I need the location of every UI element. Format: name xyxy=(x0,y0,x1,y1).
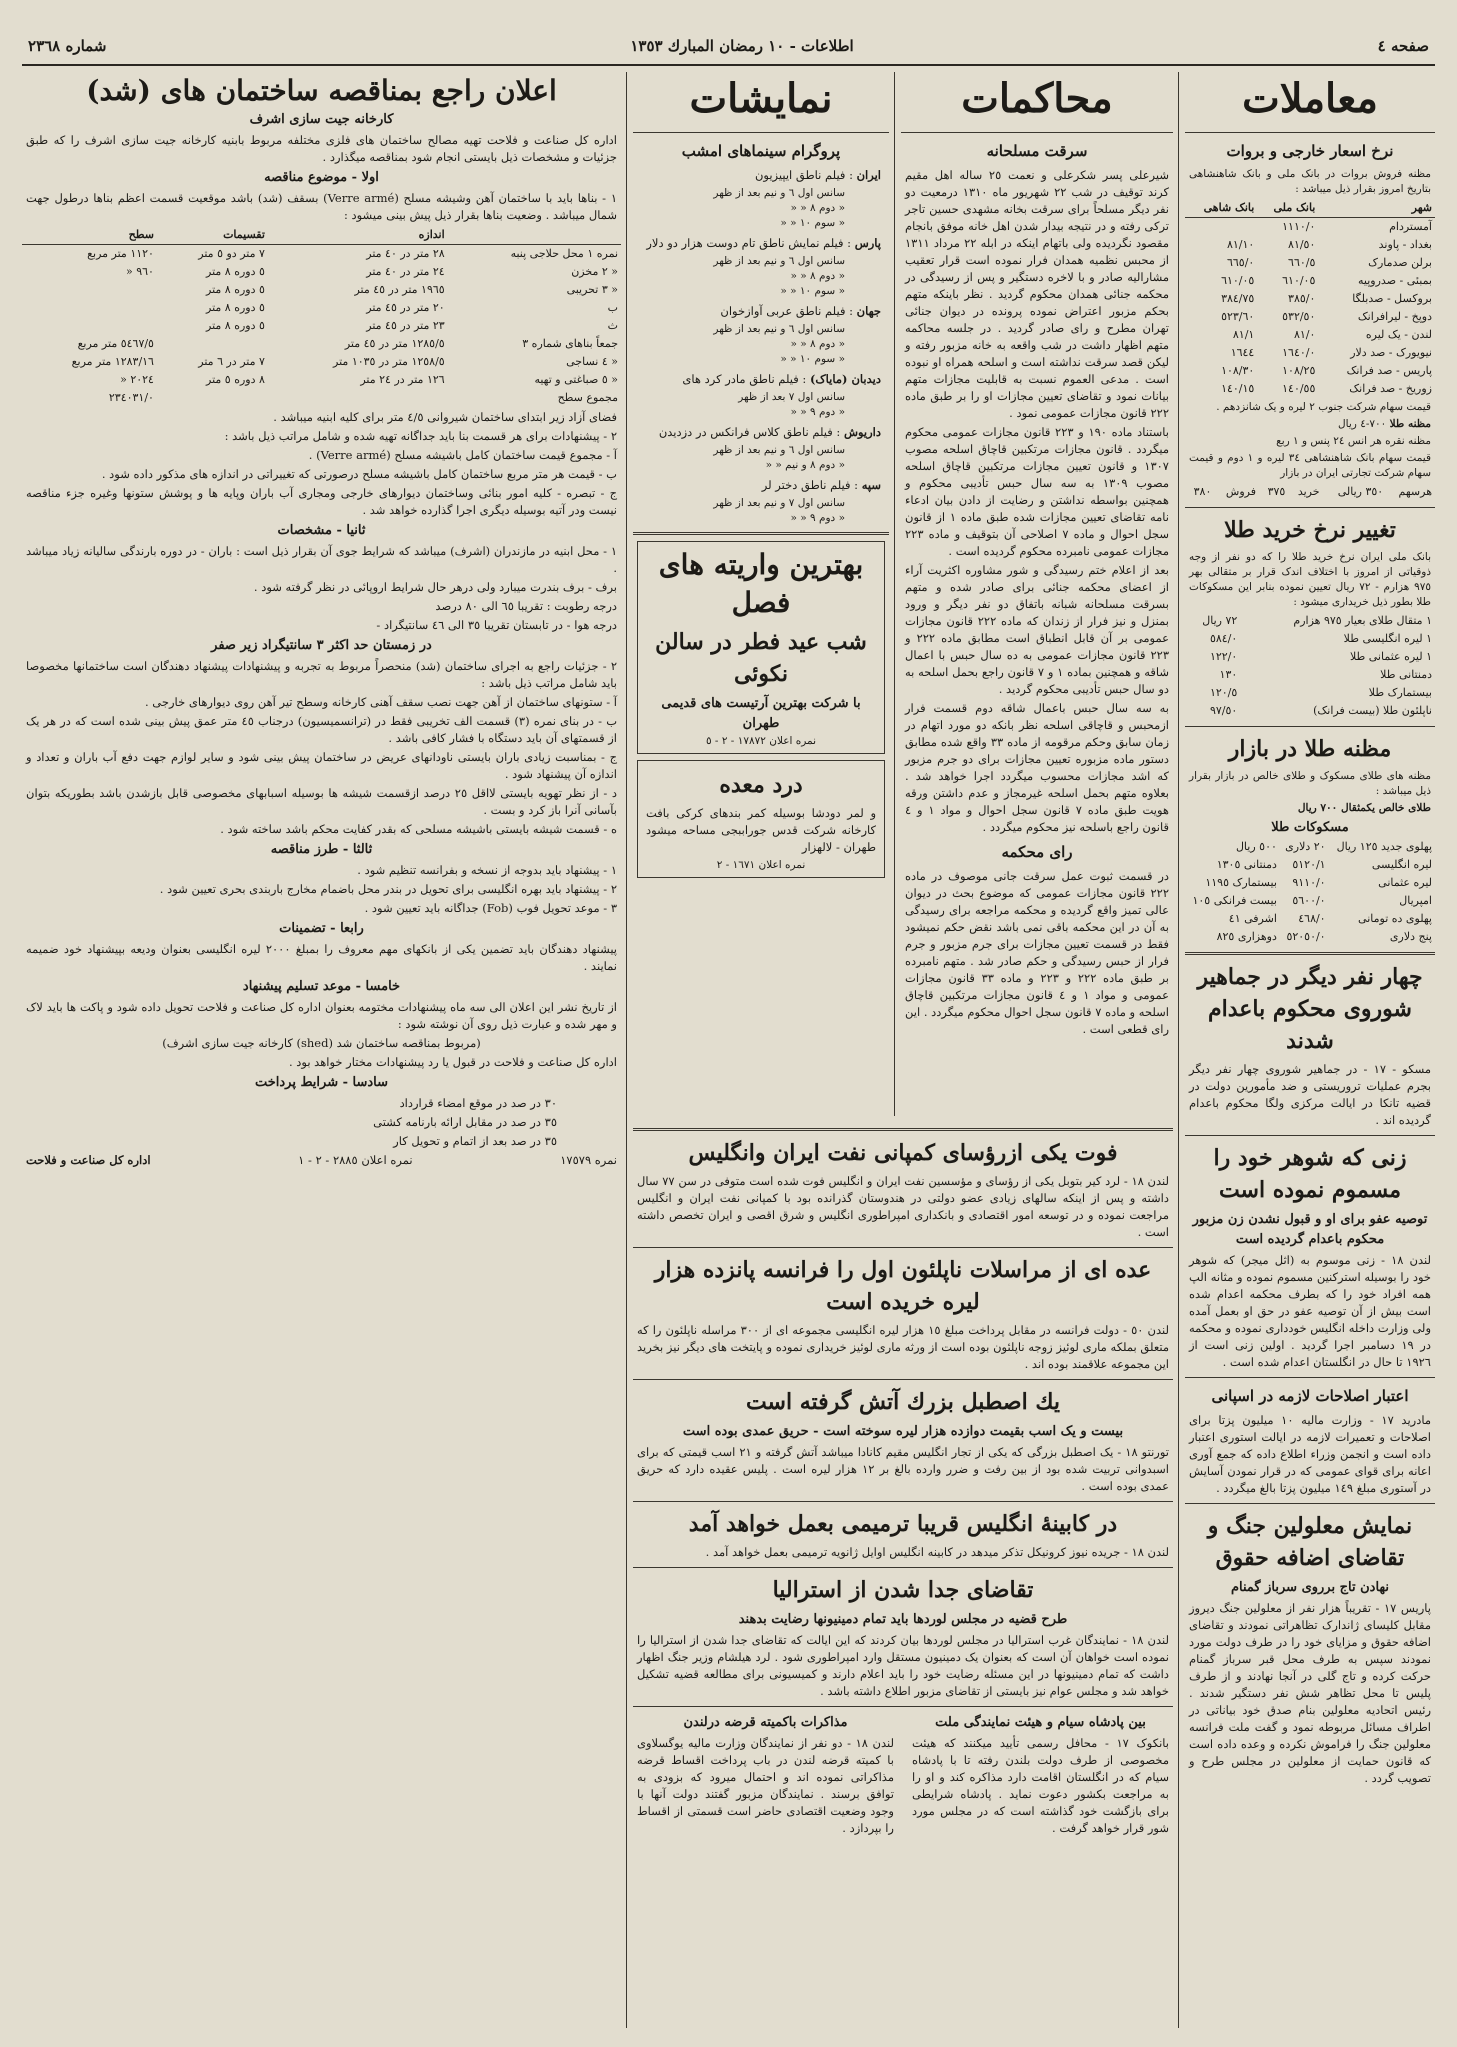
fx-cell: ٨١/٥٠ xyxy=(1288,238,1316,251)
fx-cell xyxy=(1185,218,1257,237)
news-body: لندن ١٨ - نمایندگان غرب استرالیا در مجلس لوردها بیان کردند که این ایالت که تقاضای جدا شدن از استرالیا را نموده است خواهان آن است که بعنوان یک دمینیون مستقل وارد امپراطوری شود . لرد هیلشام وزیر جنگ اظهار داشت که تمام دمینیونها در این مسئله رضایت خود را باید اعلام دارند و کمیسیونی برای مطالعه قضیه تشکیل خواهد شد و مجلس عوام نیز بایستی از تقاضای مزبور اطلاع داشته باشد . xyxy=(637,1633,1169,1698)
cinema-entry: دیدبان (مایاک) : فیلم ناطق مادر کرد های سانس اول ٧ بعد از ظهر « دوم ٩ « « xyxy=(637,371,885,420)
coin-cell: پنج دلاری xyxy=(1389,930,1432,943)
news-title: زنی که شوهر خود را مسموم نموده است xyxy=(1213,1145,1407,1203)
fx-cell: بغداد - پاوند xyxy=(1378,238,1432,251)
tender-header xyxy=(448,226,621,245)
fx-cell: ٦٦٥/٠ xyxy=(1226,256,1255,269)
cinema-time: سانس اول ٧ بعد از ظهر xyxy=(738,391,845,403)
coin-cell: لیره انگلیسی xyxy=(1371,858,1432,871)
tender-cell xyxy=(22,281,157,299)
tender-header: تقسیمات xyxy=(157,226,268,245)
tender-cell: ٥ دوره ٨ متر xyxy=(206,265,265,278)
gold-buy-cell: ١٢٠/٥ xyxy=(1209,686,1238,699)
news-title: در کابینهٔ انگلیس قریبا ترمیمی بعمل خواهد آمد xyxy=(688,1511,1118,1537)
cinema-name: ایران xyxy=(856,168,881,182)
cinema-entry: پارس : فیلم نمایش ناطق تام دوست هزار دو دلار سانس اول ٦ و نیم بعد از ظهر « دوم ٨ « « « سوم ١٠ « « xyxy=(637,235,885,299)
fx-row xyxy=(1185,290,1435,308)
tender-text: ج - بمناسبت زیادی باران بایستی ناودانهای عریض در ساختمان پیش بینی شود و سایر لوازم جهت دفع آب باران و تعداد و اندازه آن پیشنهاد شود . xyxy=(26,750,617,781)
tender-ad-number: نمره اعلان ٢٨٨٥ - ٢ - ١ xyxy=(298,1153,413,1167)
payment-row: ٣٥ در صد در مقابل ارائه بارنامه کشتی xyxy=(373,1115,557,1129)
news-title: چهار نفر دیگر در جماهیر شوروی محکوم باعدام شدند xyxy=(1197,964,1423,1054)
shares-cell: فروش xyxy=(1225,485,1256,498)
cinema-film: فیلم ناطق عربی آوازخوان xyxy=(720,304,846,318)
tender-cell: ب xyxy=(607,301,618,314)
cinema-time: سانس اول ٦ و نیم بعد از ظهر xyxy=(713,255,845,267)
fx-cell: ٦١٠/٠٥ xyxy=(1221,274,1255,287)
gold-buy-table xyxy=(1185,612,1435,720)
cinema-time: « دوم ٨ « « xyxy=(790,202,845,214)
news-subtitle: طرح قضیه در مجلس لوردها باید تمام دمینیونها رضایت بدهند xyxy=(738,1612,1068,1627)
paper-date: اطلاعات - ١٠ رمضان المبارك ١٣٥٣ xyxy=(630,37,854,55)
coin-cell: دوهزاری ٨٢٥ xyxy=(1216,930,1277,943)
fx-row xyxy=(1185,362,1435,380)
tender-cell: جمعاً بناهای شماره ٣ xyxy=(522,337,618,350)
tender-cell: « ٢ مخزن xyxy=(571,265,618,278)
fx-cell: ١٤٠/٥٥ xyxy=(1282,382,1316,395)
fx-note: قیمت سهام شرکت جنوب ٢ لیره و یک شانزدهم . xyxy=(1216,401,1431,413)
tender-text: ٢ - جزئیات راجع به اجرای ساختمان (شد) منحصراً مربوط به تجربه و پیشنهادات پیشنهاد دهندگان است ساختمانها مخصوصا باید شامل مراتب ذیل باشد : xyxy=(26,659,617,690)
tender-intro: اداره کل صناعت و فلاحت تهیه مصالح ساختمان های فلزی مختلفه مربوط بابنیه کارخانه جیت سازی اشرف را که طبق جزئیات و مشخصات ذیل بایستی انجام شود بمناقصه میگذارد . xyxy=(26,133,617,164)
gold-buy-cell: بیستمارک طلا xyxy=(1368,686,1432,699)
coin-cell: اشرفی ٤١ xyxy=(1228,912,1277,925)
fx-cell: ١٤٠/١٥ xyxy=(1221,382,1255,395)
fx-row xyxy=(1185,218,1435,237)
news-subtitle: نهادن تاج برروی سرباز گمنام xyxy=(1230,1580,1390,1595)
column-trials xyxy=(901,72,1173,1116)
news-body: پاریس ١٧ - تقریباً هزار نفر از معلولین جنگ دیروز مقابل کلیسای ژاندارک تظاهراتی نمودند و تقاضای اضافه حقوق و مزایای خود را در طرف دولت مورد نمودند سپس به طرف محل قبر سرباز گمنام حرکت کرده و تاج گلی در آنجا نهادند و از طرف پلیس تا محل تظاهر شش نفر دستگیر شدند . رئیس اتحادیه معلولین بنام صدق خود بیاناتی در اطراف مسائل مربوطه نمود و گفت ملت فرانسه معلولین جنگ را فراموش نکرده و وعده داده است که قانون حمایت از معلولین در مجلس طرح و تصویب گردد . xyxy=(1189,1601,1431,1785)
tender-cell: ٢٨ متر در ٤٠ متر xyxy=(366,247,445,260)
tender-section: خامسا - موعد تسلیم پیشنهاد xyxy=(242,979,401,994)
fx-row xyxy=(1185,272,1435,290)
tender-quote: (مربوط بمناقصه ساختمان شد (shed) کارخانه جیت سازی اشرف) xyxy=(162,1036,481,1050)
tender-number: نمره ١٧٥٧٩ xyxy=(560,1153,617,1167)
gold-buy-cell: ١ متقال طلای بعیار ٩٧٥ هزارم xyxy=(1293,614,1432,627)
cinema-time: « سوم ١٠ « « xyxy=(780,353,845,365)
fx-row xyxy=(1185,380,1435,398)
cinema-name: سپه xyxy=(861,478,881,492)
tender-text: برف - برف بندرت میبارد ولی درهر حال شرایط اروپائی در نظر گرفته شود . xyxy=(253,580,617,594)
cinema-time: « دوم ٨ و نیم « « xyxy=(765,459,845,471)
case-body: بعد از اعلام ختم رسیدگی و شور مشاوره اکثریت آراء از اعضای محکمه جنائی برای صادر شده و متهم بسرقت مسلحانه شبانه باتفاق دو نفر دیگر و ورود بمنزل و نیز فرار از زندان که ماده ٢٢٢ قانون مجازات عمومی بر آن قابل انطباق است مطابق ماده ٢٢٢ و ٢٢٣ قانون مجازات عمومی به ده سال حبس با اعمال شاقه و همچنین بماده ١ و ٧ قانون راجع بحمل اسلحه به دو سال حبس تأدیبی محکوم گردید . xyxy=(905,563,1170,696)
tender-row xyxy=(22,281,621,299)
gold-price-label: مظنه طلا xyxy=(1389,418,1431,430)
fx-cell: بروکسل - صدبلگا xyxy=(1352,292,1432,305)
tender-cell: ٨ دوره ٥ متر xyxy=(206,373,265,386)
gold-buy-cell: دمنتانی طلا xyxy=(1380,668,1432,681)
tender-cell: « ٥ صباغتی و تهیه xyxy=(534,373,618,386)
tender-cell: ١٢٥٨/٥ متر در ١٠٣٥ متر xyxy=(333,355,445,368)
news-title: فوت یکی ازرؤسای کمپانی نفت ایران وانگلیس xyxy=(688,1140,1118,1166)
tender-text: آ - مجموع قیمت ساختمان کامل باشیشه مسلح (Verre armé) . xyxy=(308,448,617,462)
tender-table xyxy=(22,226,621,407)
tender-row xyxy=(22,263,621,281)
coin-cell: پهلوی ده تومانی xyxy=(1358,912,1432,925)
cinema-entry: سپه : فیلم ناطق دختر لر سانس اول ٧ و نیم بعد از ظهر « دوم ٩ « « xyxy=(637,477,885,526)
tender-text: ٢ - پیشنهادات برای هر قسمت بنا باید جداگانه تهیه شده و شامل مراتب ذیل باشد : xyxy=(224,429,617,443)
payment-row: ٣٠ در صد در موقع امضاء قرارداد xyxy=(399,1096,557,1110)
news-body: لندن ١٨ - دو نفر از نمایندگان وزارت مالیه یوگسلاوی با کمیته قرضه لندن در باب پرداخت اقساط قرضه مذاکراتی نموده اند و احتمال میرود که بزودی به توافق برسند . نمایندگان مزبور گفتند دولت آنها با وجود وضعیت اقتصادی حاضر است قسمتی از اقساط را بپردازد . xyxy=(637,1736,894,1835)
gold-buy-row xyxy=(1185,684,1435,702)
tender-text: پیشنهاد دهندگان باید تضمین یکی از بانکهای مهم معروف را بمبلغ ٢٠٠٠ لیره انگلیسی بعنوان ودیعه بپیشنهاد خود ضمیمه نمایند . xyxy=(26,942,617,973)
fx-cell: برلن صدمارک xyxy=(1368,256,1432,269)
coin-row xyxy=(1185,838,1435,856)
gold-buy-row xyxy=(1185,648,1435,666)
fx-header: بانک شاهی xyxy=(1185,199,1257,218)
news-body: لندن ١٨ - لرد کیر بتوبل یکی از رؤسای و مؤسسین نفت ایران و انگلیس فوت شده است متوفی در سن ٧٧ سال داشته و پس از اینکه سالهای زیادی عضو دولتی در هندوستان گذرانده بود با کمپانی نفت ایران و انگلیس مراجعت نموده و در توسعه امور اقتصادی و بانکداری امپراطوری انگلیس و شرق اقصی و ایران تخصص داشته است . xyxy=(637,1174,1169,1239)
verdict-title: رای محکمه xyxy=(1001,843,1073,861)
tender-text: ١ - پیشنهاد باید بدوجه از نسخه و بفرانسه تنظیم شود . xyxy=(357,863,617,877)
tender-section: سادسا - شرایط پرداخت xyxy=(254,1075,389,1090)
cinema-time: « سوم ١٠ « « xyxy=(780,285,845,297)
fx-header: شهر xyxy=(1318,199,1435,218)
shares-cell: ٣٥٠ ریالی xyxy=(1337,485,1384,498)
fx-cell: نیویورک - صد دلار xyxy=(1350,346,1432,359)
ad-title: درد معده xyxy=(719,772,803,798)
gold-buy-cell: ٩٧/٥٠ xyxy=(1209,704,1238,717)
gold-buy-row xyxy=(1185,630,1435,648)
coin-cell: دمنتانی ١٣٠٥ xyxy=(1216,858,1277,871)
section-heading: معاملات xyxy=(1242,75,1378,122)
news-title: مذاکرات باکمیته قرضه درلندن xyxy=(683,1715,848,1730)
coin-row xyxy=(1185,892,1435,910)
coins-table xyxy=(1185,838,1435,946)
news-body: لندن ١٨ - جریده نیوز کرونیکل تذکر میدهد در کابینه انگلیس اوایل ژانویه ترمیمی بعمل خواهد آمد . xyxy=(705,1545,1169,1559)
news-body: تورنتو ١٨ - یک اصطبل بزرگی که یکی از تجار انگلیس مقیم کانادا میباشد آتش گرفته و ٢١ اسب قیمتی که برای اسبدوانی تربیت شده بود از بین رفت و ضرر وارده بالغ بر ١٢ هزار لیره است . پلیس عقیده دارد که حریق عمدی بوده است . xyxy=(637,1445,1169,1493)
fx-cell: ١٠٨/٢٥ xyxy=(1282,364,1316,377)
tender-row xyxy=(22,389,621,407)
cinema-film: فیلم ناطق دختر لر xyxy=(761,478,851,492)
fx-cell: ٦٦٠/٥ xyxy=(1288,256,1316,269)
news-title: بین پادشاه سیام و هیئت نمایندگی ملت xyxy=(935,1715,1146,1730)
tender-text: از تاریخ نشر این اعلان الی سه ماه پیشنهادات مختومه بعنوان اداره کل صناعت و فلاحت تحویل داده شود و پاکت ها باید لاک و مهر شده و عبارت ذیل روی آن نوشته شود : xyxy=(26,1000,617,1031)
coin-cell: ٩١١٠/٠ xyxy=(1292,876,1326,889)
tender-text: ج - تبصره - کلیه امور بنائی وساختمان دیوارهای خارجی ومجاری آب باران وپایه ها و پوشش ستونها وغیره جزء مناقصه نیست ودر آتیه بوسیله دیگری اجرا گذارده خواهد شد . xyxy=(26,486,617,517)
tender-section: اولا - موضوع مناقصه xyxy=(264,170,379,185)
coin-cell: امپریال xyxy=(1399,894,1432,907)
tender-cell: ث xyxy=(607,319,618,332)
coin-cell: پهلوی جدید ١٢٥ ریال xyxy=(1336,840,1432,853)
coin-cell: ٥٠٠ ریال xyxy=(1235,840,1277,853)
fx-intro: مظنه فروش بروات در بانک ملی و بانک شاهنشاهی بتاریخ امروز بقرار ذیل میباشد : xyxy=(1189,168,1431,195)
fx-row xyxy=(1185,344,1435,362)
issue-number: شماره ٢٣٦٨ xyxy=(28,37,107,55)
cinema-film: فیلم ناطق کلاس فرانکس در دزدیدن xyxy=(658,425,833,439)
fx-cell: ١٦٤٠/٠ xyxy=(1282,346,1316,359)
fx-cell: ٣٨٤/٧٥ xyxy=(1221,292,1255,305)
coin-cell: لیره عثمانی xyxy=(1378,876,1432,889)
newspaper-page xyxy=(22,28,1435,2028)
ad-footer: نمره اعلان ١٧٨٧٢ - ٢ - ٥ xyxy=(705,735,817,747)
tender-text: ٢ - پیشنهاد باید بهره انگلیسی برای تحویل در بندر محل باضمام مخارج باربندی بحری تعیین شود . xyxy=(159,882,617,896)
tender-heading: اعلان راجع بمناقصه ساختمان های (شد) xyxy=(86,74,557,107)
fx-header: بانک ملی xyxy=(1257,199,1318,218)
shares-note: قیمت سهام بانک شاهنشاهی ٣٤ لیره و ١ دوم و قیمت سهام شرکت تجارتی ایران در بازار xyxy=(1189,452,1431,479)
gold-buy-row xyxy=(1185,612,1435,630)
news-body: مادرید ١٧ - وزارت مالیه ١٠ میلیون پزتا برای اصلاحات و تعمیرات لازمه در ایالت استوری اعتبار داده است و انجمن وزراء اطلاع داده که جمع آوری اعانه برای قوای عمومی که در قرار نمودن آسایش در آستوری مبلغ ١٤٩ میلیون پزتا بالغ میگردد . xyxy=(1189,1413,1431,1495)
tender-text: ب - در بنای نمره (٣) قسمت الف تخریبی فقط در (ترانسمیسیون) درجناب ٤٥ متر عمق پیش بینی شده است که در هر یک از قسمتهای آن باید دستگاه با فشار کافی باشد . xyxy=(26,714,618,745)
fx-cell: دوپخ - لیرافرانک xyxy=(1357,310,1432,323)
news-title: تقاضای جدا شدن از استرالیا xyxy=(772,1577,1034,1603)
news-subtitle: بیست و یک اسب بقیمت دوازده هزار لیره سوخته است - حریق عمدی بوده است xyxy=(682,1424,1124,1439)
coin-cell: بیست فرانکی ١٠٥ xyxy=(1192,894,1277,907)
tender-text: درجه رطوبت : تقریبا ٦٥ الی ٨٠ درصد xyxy=(435,599,617,613)
tender-row xyxy=(22,245,621,264)
tender-cell: « ٣ تحریبی xyxy=(566,283,618,296)
gold-buy-cell: ٧٢ ریال xyxy=(1202,614,1238,627)
masthead xyxy=(22,28,1435,66)
cinema-time: سانس اول ٦ و نیم بعد از ظهر xyxy=(713,444,845,456)
gold-buy-cell: ٥٨٤/٠ xyxy=(1209,632,1238,645)
case-body: به سه سال حبس باعمال شاقه دوم قسمت فرار ازمحبس و قاچاقی اسلحه نظر بانکه دو مورد اتهام در زمان سابق وحکم مرقومه از ماده ٣٣ واقع شده مطابق دستور ماده مزبوره تعیین مجازات برای دو جرم مزبور که اشد مجازات محسوب میگردد اجرا خواهد شد . بعلاوه متهم بحمل اسلحه غیرمجاز و عدم داشتن ورقه هویت طبق ماده ٧ قانون سجل احوال و مواد ١ و ٤ قانون راجع باسلحه نیز محکوم میگردد . xyxy=(905,701,1170,834)
gold-price-value: ٧٠٠-٤ ریال xyxy=(1338,418,1387,430)
tender-cell: ٩٦٠ « xyxy=(126,265,154,278)
column-tender xyxy=(22,72,621,2028)
news-title: یك اصطبل بزرك آتش گرفته است xyxy=(745,1389,1061,1415)
cinema-name: پارس xyxy=(854,236,881,250)
column-shows xyxy=(633,72,889,1116)
ad-subtitle: شب عید فطر در سالن نکوئی xyxy=(655,629,867,687)
coin-cell: ٥١٢٠/١ xyxy=(1292,858,1326,871)
tender-section: ثانیا - مشخصات xyxy=(277,523,366,538)
case-title: سرقت مسلحانه xyxy=(986,142,1088,160)
cinema-film: فیلم نمایش ناطق تام دوست هزار دو دلار xyxy=(646,236,844,250)
coin-cell: ٤٦٨/٠ xyxy=(1298,912,1326,925)
coin-row xyxy=(1185,928,1435,946)
shares-cell: ٣٧٥ xyxy=(1267,485,1286,498)
verdict-body: در قسمت ثبوت عمل سرقت جانی موصوف در ماده ٢٢٢ قانون مجازات عمومی که موضوع بحث در دیوان عالی تمیز واقع گردیده و محکمه مراجعه برای رسیدگی به آن در این محکمه باقی نمی باشد نقض حکم نمیشود فقط در قسمت تعیین مجازات برای جرم مزبور و جرم فرار از حبس رسیدگی و حکم صادر شد . متهم نامبرده بر طبق ماده ٢٢٢ و ٢٢٣ و ماده ٣٣ قانون مجازات عمومی و مواد ١ و ٤ قانون مجازات مرتکبین قاچاق اسلحه و ماده ٧ قانون سجل احوال محکوم میگردد . این رای قطعی است . xyxy=(905,869,1170,1036)
fx-cell: لندن - یک لیره xyxy=(1365,328,1432,341)
tender-cell xyxy=(157,389,268,407)
tender-text: فضای آزاد زیر ابتدای ساختمان شیروانی ٤/٥ متر برای کلیه ابنیه میباشد . xyxy=(273,410,617,424)
ad-text: با شرکت بهترین آرتیست های قدیمی طهران xyxy=(661,696,861,731)
section-heading: نمایشات xyxy=(689,75,833,122)
news-body: مسکو - ١٧ - در جماهیر شوروی چهار نفر دیگر بجرم عملیات تروریستی و ضد مأمورین دولت در قضیه تانکا در ایالت مرکزی ولگا محکوم باعدام گردیده اند . xyxy=(1189,1062,1431,1127)
fx-cell: ١٠٨/٣٠ xyxy=(1221,364,1255,377)
cinema-entry: جهان : فیلم ناطق عربی آوازخوان سانس اول ٦ و نیم بعد از ظهر « دوم ٨ « « « سوم ١٠ « « xyxy=(637,303,885,367)
tender-header: سطح xyxy=(22,226,157,245)
fx-cell: ٨١/٠ xyxy=(1293,328,1316,341)
tender-cell: ١١٢٠ متر مربع xyxy=(87,247,154,260)
fx-row xyxy=(1185,326,1435,344)
ad-title: بهترین واریته های فصل xyxy=(658,548,864,619)
fx-row xyxy=(1185,254,1435,272)
tender-cell: « ٤ نساجی xyxy=(566,355,618,368)
tender-winter: در زمستان حد اکثر ٣ سانتیگراد زیر صفر xyxy=(211,638,432,653)
tender-text: اداره کل صناعت و فلاحت در قبول یا رد پیشنهادات مختار خواهد بود . xyxy=(288,1055,617,1069)
cinema-time: « سوم ١٠ « « xyxy=(780,217,845,229)
section-heading: محاکمات xyxy=(961,75,1113,122)
tender-section: رابعا - تضمینات xyxy=(279,921,364,936)
column-transactions xyxy=(1185,72,1435,2028)
tender-cell: ٢٣ متر در ٤٥ متر xyxy=(366,319,445,332)
fx-cell: ٨١/١٠ xyxy=(1226,238,1255,251)
news-title: نمایش معلولین جنگ و تقاضای اضافه حقوق xyxy=(1207,1513,1413,1571)
tender-row xyxy=(22,335,621,353)
cinema-film: فیلم ناطق ایپیزیون xyxy=(754,168,846,182)
tender-cell xyxy=(22,299,157,317)
fx-row xyxy=(1185,236,1435,254)
coins-title: مسکوکات طلا xyxy=(1271,820,1349,835)
news-title: اعتبار اصلاحات لازمه در اسپانی xyxy=(1211,1387,1409,1405)
gold-buy-text: بانک ملی ایران نرخ خرید طلا را که دو نفر از وجه ذوقیاتی از امروز با اختلاف اندک قرار بر متقالی بهر ٩٧٥ هزارم - ٧٢ ریال تعیین نموده بنابر این مسکوکات طلا بطور ذیل خریداری میشود : xyxy=(1189,551,1431,608)
coin-cell: ٥٢٠٥٠/٠ xyxy=(1286,930,1326,943)
fx-title: نرخ اسعار خارجی و بروات xyxy=(1226,142,1394,160)
tender-row xyxy=(22,317,621,335)
fx-cell: آمستردام xyxy=(1389,220,1432,233)
payment-row: ٣٥ در صد بعد از اتمام و تحویل کار xyxy=(393,1134,557,1148)
tender-text: ه - قسمت شیشه بایستی باشیشه مسلحی که بقدر کفایت محکم باشد ساخته شود . xyxy=(220,822,617,836)
tender-cell: ١٢٨٣/١٦ متر مربع xyxy=(71,355,154,368)
fx-cell: ٦١٠/٠٥ xyxy=(1282,274,1316,287)
bazaar-title: مظنه طلا در بازار xyxy=(1228,736,1392,762)
gold-buy-cell: ١ لیره عثمانی طلا xyxy=(1349,650,1432,663)
coin-row xyxy=(1185,874,1435,892)
tender-cell xyxy=(157,335,268,353)
shares-row xyxy=(1185,483,1435,501)
case-body: باستناد ماده ١٩٠ و ٢٢٣ قانون مجازات عمومی محکوم میگردد . قانون مجازات مرتکبین قاچاق اسلحه مصوب ١٣٠٧ و قانون تعیین مجازات مرتکبین قاچاق اسلحه مصوب ١٣٠٩ به سه سال حبس تأدیبی محکوم و همچنین بواسطه نداشتن و رضایت از دادن بیان ادعاء نامه تقاضای تعیین مجازات شده طبق ماده ١ از قانون سجل احوال و ماده ٧ اصلاحی آن بتوقیف و ماده ٢٢٣ مجازات عمومی نامبرده محکوم گردیده است . xyxy=(905,425,1170,558)
tender-text: آ - ستونهای ساختمان از آهن جهت نصب سقف آهنی کارخانه وسطح تیر آهن روی دیوارهای خارجی . xyxy=(145,695,617,709)
tender-row xyxy=(22,353,621,371)
news-subtitle: توصیه عفو برای او و قبول نشدن زن مزبور محکوم باعدام گردیده است xyxy=(1192,1212,1428,1247)
fx-cell: ٥٢٣/٦٠ xyxy=(1221,310,1255,323)
coin-cell: بیستمارک ١١٩٥ xyxy=(1205,876,1277,889)
tender-cell: ٢٤ متر در ٤٠ متر xyxy=(366,265,445,278)
news-body: لندن ١٨ - زنی موسوم به (اثل میجر) که شوهر خود را بوسیله استرکنین مسموم نموده و مثانه الپ همه افراد خود را که بطرف محکمه اعدام شده است بیش از آن توصیه عفو در حق او بعمل آمده ولی وزارت داخله انگلیس خودداری نموده و محکمه در ١٩ دسامبر اجرا گردید . اولین زنی است از ١٩٢٦ تا حال در انگلستان اعدام شده است . xyxy=(1189,1253,1431,1369)
fx-cell: ١١١٠/٠ xyxy=(1282,220,1316,233)
fx-table xyxy=(1185,199,1435,398)
fx-cell: ١٦٤٤ xyxy=(1230,346,1255,359)
shares-cell: خرید xyxy=(1297,485,1320,498)
cinema-name: جهان xyxy=(856,304,881,318)
cinema-time: « دوم ٩ « « xyxy=(790,512,845,524)
coin-row xyxy=(1185,856,1435,874)
ad-footer: نمره اعلان ١٦٧١ - ٢ xyxy=(716,859,806,871)
cinema-time: سانس اول ٦ و نیم بعد از ظهر xyxy=(713,187,845,199)
tender-text: ١ - محل ابنیه در مازندران (اشرف) میباشد که شرایط جوی آن بقرار ذیل است : باران - در دوره بارندگی سالیانه زیاد میباشد . xyxy=(26,544,617,575)
tender-cell: ٥ دوره ٨ متر xyxy=(206,283,265,296)
cinema-entry: ایران : فیلم ناطق ایپیزیون سانس اول ٦ و نیم بعد از ظهر « دوم ٨ « « « سوم ١٠ « « xyxy=(637,167,885,231)
shares-cell: ٣٨٠ xyxy=(1193,485,1212,498)
news-title: عده ای از مراسلات ناپلئون اول را فرانسه پانزده هزار لیره خریده است xyxy=(654,1257,1152,1315)
program-title: پروگرام سینماهای امشب xyxy=(681,142,841,160)
news-body: لندن ٥٠ - دولت فرانسه در مقابل پرداخت مبلغ ١٥ هزار لیره انگلیسی مجموعه ای از ٣٠٠ مراسله ناپلئون را که متعلق بملکه ماری لوئیز زوجه ناپلئون بوده است از ورثه ماری لوئیز خریداری نموده و پایتخت های دیگر نیز بخرید این مجموعه علاقمند بوده اند . xyxy=(637,1323,1170,1371)
bazaar-pure: طلای خالص یکمثقال ٧٠٠ ریال xyxy=(1297,802,1431,814)
fx-cell: زوریخ - صد فرانک xyxy=(1349,382,1432,395)
silver-note: مظنه نقره هر انس ٢٤ پنس و ١ ربع xyxy=(1276,435,1431,447)
cinema-time: سانس اول ٦ و نیم بعد از ظهر xyxy=(713,323,845,335)
tender-text: ب - قیمت هر متر مربع ساختمان کامل باشیشه مسلح درصورتی که تغییراتی در اندازه های مذکور داده شود . xyxy=(101,467,617,481)
cinema-time: سانس اول ٧ و نیم بعد از ظهر xyxy=(713,497,845,509)
fx-cell: ٨١/١ xyxy=(1232,328,1255,341)
tender-cell xyxy=(268,389,448,407)
tender-text: د - از نظر تهویه بایستی لااقل ٢٥ درصد ازقسمت شیشه ها بوسیله اسبابهای مخصوصی قابل بازشدن باشد بطوریکه بتوان بآسانی آنرا باز کرد و بست . xyxy=(26,786,618,817)
cinema-time: « دوم ٩ « « xyxy=(790,406,845,418)
tender-cell xyxy=(22,317,157,335)
tender-cell: ٢٠٢٤ « xyxy=(120,373,154,386)
tender-text: ١ - بناها باید با ساختمان آهن وشیشه مسلح (Verre armé) بسقف (شد) باشد موقعیت قسمت اعظم بناها درطول جهت شمال میباشد . وضعیت بناها بقرار ذیل پیش بینی میشود : xyxy=(26,191,617,222)
tender-cell: مجموع سطح xyxy=(557,391,618,404)
ad-text: و لمر دودشا بوسیله کمر بندهای کرکی بافت کارخانه شرکت قدس جوراببجی مساحه میشود طهران - لالهزار xyxy=(646,806,876,854)
tender-cell: ٢٠ متر در ٤٥ متر xyxy=(366,301,445,314)
tender-cell: ٧ متر دو ٥ متر xyxy=(198,247,265,260)
fx-cell: پاریس - صد فرانک xyxy=(1346,364,1432,377)
tender-cell: ٥ دوره ٨ متر xyxy=(206,301,265,314)
case-body: شیرعلی پسر شکرعلی و نعمت ٢٥ ساله اهل مقیم کرند توقیف در شب ٢٢ شهریور ماه ١٣١٠ درمعیت دو نفر دیگر مسلحاً برای سرقت بخانه مشهدی حسین تاجر ترکی رفته و در نتیجه بیدار شدن اهل خانه موفق بانجام مقصود نگردیده ولی باتهام اینکه در ابله ٢٢ مرداد ١٣١١ از محبس نظمیه همدان فرار نموده است قرار تعقیب مشارالیه صادر و با لاخره دستگیر و پس از رسیدگی در محکمه جنائی همدان محکوم گردید . نظر باینکه متهم بحکم مزبور اعتراض نموده پرونده در دیوان جنائی تهران مطرح و رای صادر گردید . در جلسه محاکمه متهم اظهار داشت در شب واقعه به خانه مزبور رفته و لیکن قصد سرقت نداشته است و اسلحه همراه او نبوده است . مدعی العموم نسبت به قابلیت مجازات متهم بیانات نمود و تقاضای تعیین مجازات او را بر طبق ماده ٢٢٢ قانون مجازات عمومی نمود . xyxy=(905,168,1169,420)
fx-cell: ٥٣٢/٥٠ xyxy=(1282,310,1316,323)
tender-cell: نمره ١ محل حلاجی پنبه xyxy=(510,247,618,260)
cinema-entry: داریوش : فیلم ناطق کلاس فرانکس در دزدیدن سانس اول ٦ و نیم بعد از ظهر « دوم ٨ و نیم « « xyxy=(637,424,885,473)
middle-news xyxy=(633,1122,1173,2028)
gold-buy-cell: ناپلئون طلا (بیست فرانک) xyxy=(1313,704,1432,717)
gold-buy-cell: ١ لیره انگلیسی طلا xyxy=(1343,632,1432,645)
tender-cell: ٥٤٦٧/٥ متر مربع xyxy=(77,337,154,350)
gold-buy-cell: ١٢٢/٠ xyxy=(1209,650,1238,663)
tender-signature: اداره کل صناعت و فلاحت xyxy=(26,1153,151,1167)
gold-buy-row xyxy=(1185,702,1435,720)
news-body: بانکوک ١٧ - محافل رسمی تأیید میکنند که هیئت مخصوصی از طرف دولت بلندن رفته تا با پادشاه سیام که در انگلستان اقامت دارد مذاکره کند و او را به مراجعت بکشور دعوت نماید . پادشاه شرایطی برای بازگشت خود گذاشته است که در مجلس مورد شور قرار خواهد گرفت . xyxy=(912,1736,1169,1835)
tender-cell: ٥ دوره ٨ متر xyxy=(206,319,265,332)
page-number: صفحه ٤ xyxy=(1377,37,1429,55)
coin-row xyxy=(1185,910,1435,928)
tender-cell: ١٢٦ متر در ٢٤ متر xyxy=(360,373,445,386)
tender-header: اندازه xyxy=(268,226,448,245)
tender-text: درجه هوا - در تابستان تقریبا ٣٥ الی ٤٦ سانتیگراد - xyxy=(376,618,617,632)
tender-row xyxy=(22,371,621,389)
tender-cell: ٧ متر در ٦ متر xyxy=(198,355,265,368)
cinema-name: دیدبان (مایاک) xyxy=(809,372,881,386)
tender-subheading: کارخانه جیت سازی اشرف xyxy=(249,112,394,127)
fx-row xyxy=(1185,308,1435,326)
gold-buy-title: تغییر نرخ خرید طلا xyxy=(1224,517,1396,543)
cinema-film: فیلم ناطق مادر کرد های xyxy=(682,372,799,386)
tender-text: ٣ - موعد تحویل فوب (Fob) جداگانه باید تعیین شود . xyxy=(364,901,617,915)
gold-buy-cell: ١٣٠ xyxy=(1219,668,1238,681)
shares-cell: هرسهم xyxy=(1398,485,1432,498)
cinema-name: داریوش xyxy=(843,425,881,439)
gold-buy-row xyxy=(1185,666,1435,684)
tender-cell: ١٩٦٥ متر در ٤٥ متر xyxy=(354,283,445,296)
tender-cell: ٢٣٤٠٣١/٠ xyxy=(108,391,154,404)
tender-row xyxy=(22,299,621,317)
tender-cell: ١٢٨٥/٥ متر در ٤٥ متر xyxy=(344,337,445,350)
tender-section: ثالثا - طرز مناقصه xyxy=(270,842,373,857)
cinema-time: « دوم ٨ « « xyxy=(790,270,845,282)
cinema-time: « دوم ٨ « « xyxy=(790,338,845,350)
fx-cell: بمبئی - صدروپیه xyxy=(1358,274,1432,287)
coin-cell: ٢٠ دلاری xyxy=(1285,840,1326,853)
bazaar-intro: مظنه های طلای مسکوک و طلای خالص در بازار بقرار ذیل میباشد : xyxy=(1189,770,1431,797)
coin-cell: ٥٦٠٠/٠ xyxy=(1292,894,1326,907)
fx-cell: ٣٨٥/٠ xyxy=(1288,292,1316,305)
